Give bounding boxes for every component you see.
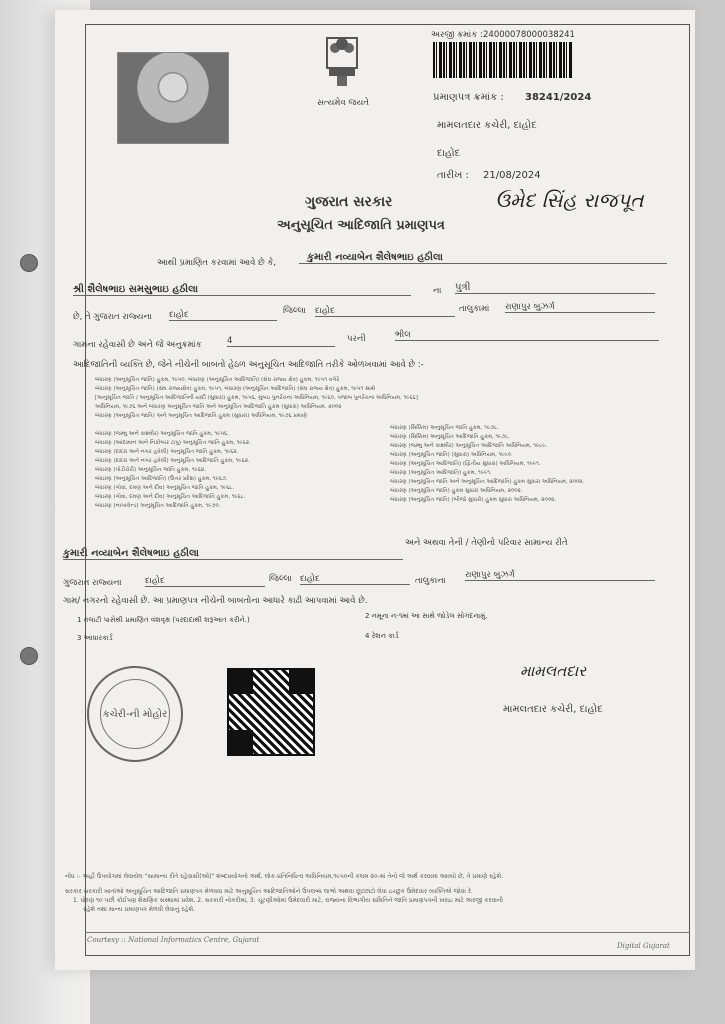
certificate-number-label: પ્રમાણપત્ર ક્રમાંક :	[433, 92, 504, 103]
resident-taluka: રાણાપુર બુઝર્ગ	[465, 570, 655, 581]
resident-state-text: ગુજરાત રાજ્યના	[63, 578, 122, 588]
national-emblem-icon	[315, 30, 369, 100]
signatory-designation: મામલતદાર કચેરી, દાહોદ	[503, 704, 603, 715]
applicant-name: કુમારી નવ્યાબેન શૈલેષભાઇ હઠીલા	[299, 252, 667, 264]
order-left-item: બંધારણ (પોંડીચેરી) અનુસૂચિત જાતિ હુકમ, ૧૯૬૪.	[95, 467, 207, 473]
family-text: અને અથવા તેની / તેણીનો પરિવાર સામાન્ય રીતે	[405, 538, 568, 548]
date-label: તારીખ :	[437, 170, 469, 181]
order-right-item: બંધારણ (અનુસૂચિત આદિજાતિ) (દ્વિતીય સુધારા) અધિનિયમ, ૧૯૯૧.	[390, 461, 541, 467]
signature-text: મામલતદાર	[520, 662, 586, 680]
barcode	[433, 42, 573, 78]
certificate-title: અનુસૂચિત આદિજાતિ પ્રમાણપત્ર	[277, 218, 445, 233]
tribe-text: આદિજાતિની વ્યક્તિ છે, જેને નીચેની બાબતો હેઠળ અનુસૂચિત આદિજાતિ તરીકે ઓળખવામાં આવે છે :-	[73, 360, 424, 370]
seal-text: કચેરી-ની મોહોર	[100, 679, 170, 749]
note-line: 1. ધોરણ ૧૦ પછી કોઈપણ શૈક્ષણિક સંસ્થામાં પ્રવેશ, 2. સરકારી નોકરીમાં, 3. ચૂંટણીઓમાં ઉમેદવારી માટે, રાજ્યના વિભાગીય સમિતિને જાતિ પ્રમાણપત્રની ખરાઇ માટે અરજી કરવાની	[73, 897, 503, 904]
order-top-item: બંધારણ (અનુસૂચિત જાતિ) (સંઘ રાજ્યક્ષેત્ર) હુકમ, ૧૯૫૧, બંધારણ (અનુસૂચિત આદિજાતિ) (સંઘ રાજ્ય ક્ષેત્ર) હુકમ, ૧૯૫૧ સાથે	[95, 386, 376, 392]
emblem-caption: સત્યમેવ જયતે	[316, 98, 370, 108]
order-right-item: બંધારણ (અનુસૂચિત જાતિ) (સુધારા) અધિનિયમ, ૧૯૯૦.	[390, 452, 513, 458]
order-right-item: બંધારણ (જમ્મુ અને કાશ્મીર) અનુસૂચિત આદિજાતિ અધિનિયમ, ૧૯૮૯.	[390, 443, 548, 449]
orders-left-list	[95, 430, 365, 511]
government-title: ગુજરાત સરકાર	[305, 194, 393, 210]
relation: પુત્રી	[455, 282, 655, 294]
applicant-photo	[117, 52, 229, 144]
father-name: શ્રી શૈલેષભાઇ સમસુભાઇ હઠીલા	[73, 284, 411, 296]
order-left-item: બંધારણ (દાદરા અને નગર હવેલી) અનુસૂચિત આદિજાતિ હુકમ, ૧૯૬૨.	[95, 458, 250, 464]
application-serial-label: અરજી ક્રમાંક :	[431, 30, 483, 40]
footer-digital-gujarat: Digital Gujarat	[617, 942, 670, 950]
resident-district-2: દાહોદ	[300, 574, 410, 585]
issue-date: 21/08/2024	[483, 170, 541, 181]
caste-label: પરની	[347, 334, 366, 344]
order-top-item: બંધારણ (અનુસૂચિત જાતિ) હુકમ, ૧૯૫૦. બંધારણ (અનુસૂચિત આદિજાતિ) (સંઘ રાજ્ય ક્ષેત્ર) હુકમ, ૧૯૫૧ વગેરે	[95, 377, 340, 383]
certify-text: આથી પ્રમાણિત કરવામાં આવે છે કે,	[157, 258, 277, 268]
district-value-2: દાહોદ	[315, 306, 455, 317]
resident-district-label: જિલ્લા	[269, 574, 292, 584]
resident-name: કુમારી નવ્યાબેન શૈલેષભાઇ હઠીલા	[63, 548, 403, 560]
taluka-value: રાણાપુર બુઝર્ગ	[505, 302, 655, 313]
application-serial-number: 24000078000038241	[483, 30, 575, 40]
note-line: નોંધ :- અહીં ઉપયોગમાં લેવાયેલ "સામાન્ય રીતે રહેવાસી(ઓ)" શબ્દપ્રયોગનો અર્થ, લોક-પ્રતિનિધિત્વ અધિનિયમ,૧૯૫૦ની કલમ ૨૦-માં તેનો જે અર્થ કરવામાં આવ્યો છે, તે પ્રમાણે રહેશે.	[65, 873, 503, 880]
office-seal	[87, 666, 183, 762]
resident-taluka-label: તાલુકાના	[415, 576, 446, 586]
orders-top-list	[95, 376, 655, 421]
orders-right-list	[390, 424, 670, 505]
order-left-item: બંધારણ (નાગાલેન્ડ) અનુસૂચિત આદિજાતિ હુકમ, ૧૯૭૦.	[95, 503, 221, 509]
order-left-item: બંધારણ (દાદરા અને નગર હવેલી) અનુસૂચિત જાતિ હુકમ, ૧૯૬૨.	[95, 449, 239, 455]
order-right-item: બંધારણ (સિક્કિમ) અનુસૂચિત આદિજાતિ હુકમ, ૧૯૭૮.	[390, 434, 511, 440]
footer-divider	[85, 932, 690, 933]
basis-text: ગામ/ નગરનો રહેવાસી છે. આ પ્રમાણપત્ર નીચેની બાબતોના આધારે કાઢી આપવામાં આવે છે.	[63, 596, 368, 606]
district-label: જિલ્લા	[283, 306, 306, 316]
order-right-item: બંધારણ (અનુસૂચિત જાતિ અને અનુસૂચિત આદિજાતિ) હુકમ સુધારા અધિનિયમ, ૨૦૦૨.	[390, 479, 585, 485]
qr-code	[227, 668, 315, 756]
order-right-item: બંધારણ (અનુસૂચિત જાતિ) (બીજો સુધારો) હુકમ સુધારા અધિનિયમ, ૨૦૦૨.	[390, 497, 557, 503]
state-text: છે, તે ગુજરાત રાજ્યના	[73, 312, 152, 322]
order-top-item: બંધારણ (અનુસૂચિત જાતિ) અને અનુસૂચિત આદિજાતિ હુકમ (સુધારા) અધિનિયમ, ૧૯૭૬ પ્રમાણે	[95, 413, 307, 419]
issuing-office: મામલતદાર કચેરી, દાહોદ	[437, 120, 537, 131]
order-right-item: બંધારણ (અનુસૂચિત જાતિ) હુકમ સુધારા અધિનિયમ, ૨૦૦૨.	[390, 488, 523, 494]
order-right-item: બંધારણ (અનુસૂચિત આદિજાતિ) હુકમ, ૧૯૯૧.	[390, 470, 492, 476]
caste-value: ભીલ	[395, 330, 659, 341]
document-1: 1 તલાટી પાસેથી પ્રમાણિત વંશવૃક્ષ (પરદાદાથી શરૂઆત કરીને.)	[77, 616, 250, 624]
serial-value: 4	[227, 336, 335, 347]
serial-text: ગામના રહેવાસી છે અને જે અનુક્રમાંક	[73, 340, 202, 350]
document-4: 4 રેશન કાર્ડ	[365, 632, 399, 640]
order-left-item: બંધારણ (અનુસૂચિત આદિજાતિ) (ઉત્તર પ્રદેશ) હુકમ, ૧૯૬૭.	[95, 476, 228, 482]
taluka-label: તાલુકામાં	[459, 304, 490, 314]
punch-hole-bottom	[20, 647, 38, 665]
notes-section	[65, 872, 675, 914]
order-left-item: બંધારણ (ગોવા, દમણ અને દીવ) અનુસૂચિત જાતિ હુકમ, ૧૯૬૮.	[95, 485, 235, 491]
district-value: દાહોદ	[169, 310, 277, 321]
order-top-item: [અનુસૂચિત જાતિ / અનુસૂચિત આદિજાતિની યાદી (સુધારા) હુકમ, ૧૯૫૬, મુંબઇ પુનર્રચના અધિનિયમ, ૧૯૬૦, પંજાબ પુનર્રચના અધિનિયમ, ૧૯૬૬]	[95, 395, 418, 401]
document-2: 2 નમૂના ન-૧માં આ સાથે જોડેલ સોગંદનામું.	[365, 612, 488, 620]
note-line: રહેશે તથા માન્ય પ્રમાણપત્ર મેળવી લેવાનું રહેશે.	[83, 906, 196, 913]
issuing-place: દાહોદ	[437, 148, 461, 159]
footer-courtesy: Courtesy :: National Informatics Centre, Gujarat	[87, 936, 260, 944]
certificate-number: 38241/2024	[525, 92, 592, 103]
top-handwritten-signature: ઉમેદ સિંહ રાજપૂત	[495, 188, 644, 212]
certificate-page	[55, 10, 695, 970]
order-left-item: બંધારણ (ગોવા, દમણ અને દીવ) અનુસૂચિત આદિજાતિ હુકમ, ૧૯૬૮.	[95, 494, 246, 500]
note-line: સરકાર સરકારી ખાતાંઓ અનુસૂચિત આદિજાતિ પ્રમાણપત્ર મેળવવા માટે અનુસૂચિત આદિજાતિઓને ઉપલબ્ધ લાભો અથવા છૂટછાટો લેવા ઇચ્છુક ઉમેદવાર વ્યક્તિએ જોવા રે.	[65, 888, 473, 895]
order-right-item: બંધારણ (સિક્કિમ) અનુસૂચિત જાતિ હુકમ, ૧૯૭૮.	[390, 425, 499, 431]
order-left-item: બંધારણ (આંદામાન અને નિકોબાર ટાપુ) અનુસૂચિત જાતિ હુકમ, ૧૯૬૨.	[95, 440, 251, 446]
order-top-item: અધિનિયમ, ૧૯૭૬ અને બંધારણ અનુસૂચિત જાતિ અને અનુસૂચિત આદિજાતિ હુકમ (સુધારા) અધિનિયમ, ૨૦૦૨	[95, 404, 342, 410]
relation-suffix: ના	[433, 286, 442, 296]
punch-hole-top	[20, 254, 38, 272]
document-3: 3 આધારકાર્ડ	[77, 634, 113, 642]
order-left-item: બંધારણ (જમ્મુ અને કાશ્મીર) અનુસૂચિત જાતિ હુકમ, ૧૯૫૬.	[95, 431, 229, 437]
resident-district: દાહોદ	[145, 576, 265, 587]
